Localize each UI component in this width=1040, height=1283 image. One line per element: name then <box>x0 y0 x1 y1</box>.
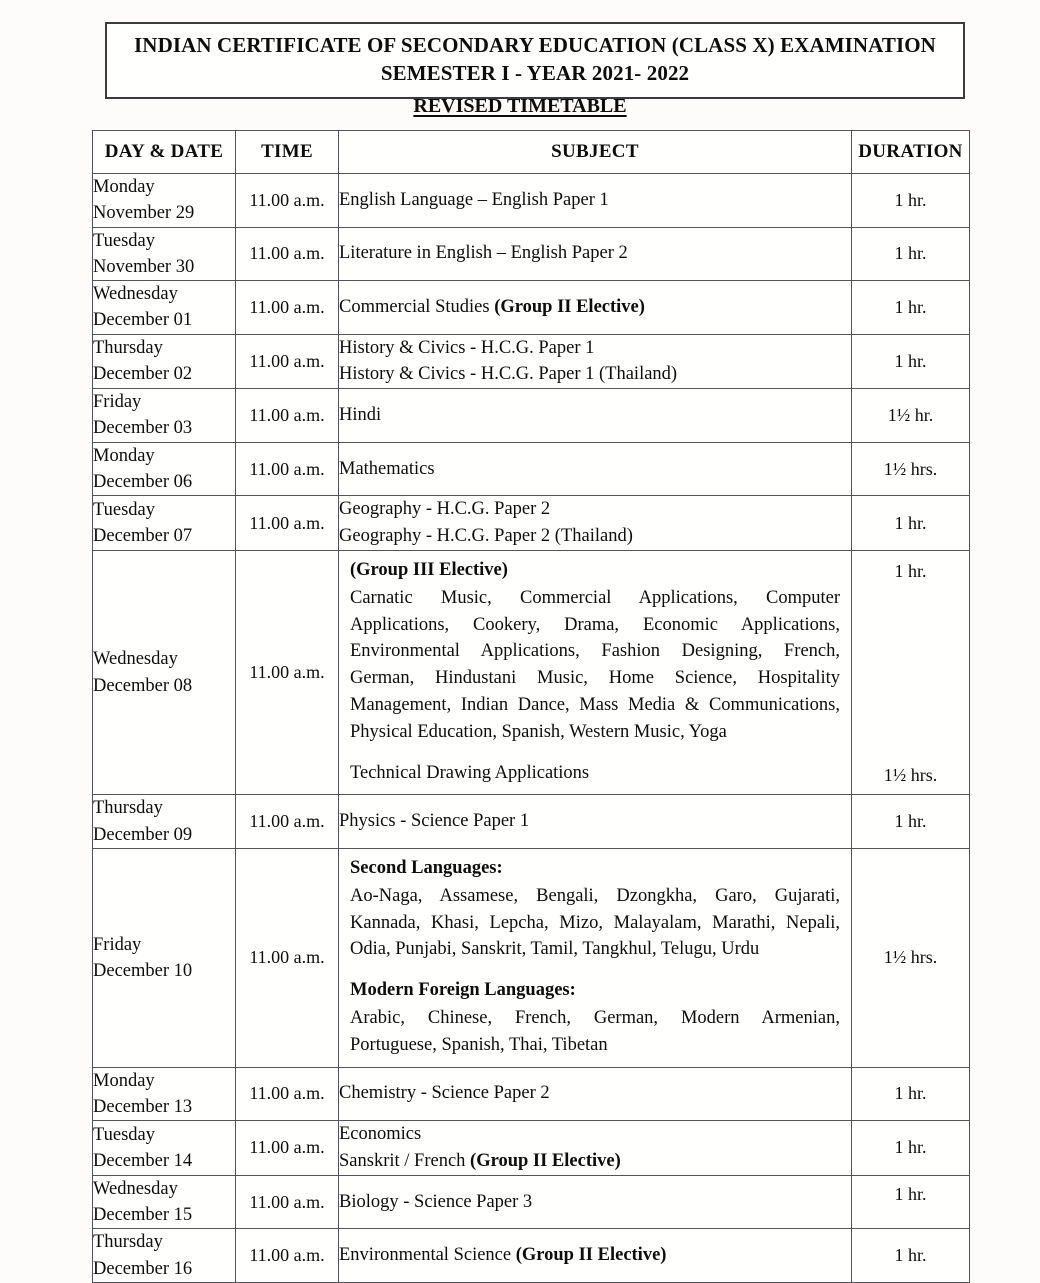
table-row <box>93 442 970 496</box>
subject-text: Geography - H.C.G. Paper 2 <box>339 499 551 520</box>
date-value: November 30 <box>93 256 195 277</box>
cell-duration: 1 hr. <box>852 496 970 551</box>
column-header-subject: SUBJECT <box>339 131 852 174</box>
cell-time: 11.00 a.m. <box>236 281 339 335</box>
date-value: December 01 <box>93 310 193 331</box>
cell-day-date <box>93 227 236 281</box>
subject-text: Hindi <box>339 405 382 426</box>
cell-duration <box>852 550 970 795</box>
date-value: December 07 <box>93 526 193 547</box>
cell-subject <box>339 1229 852 1283</box>
cell-duration: 1½ hrs. <box>852 442 970 496</box>
date-value: December 09 <box>93 824 193 845</box>
day-name: Monday <box>93 1070 155 1091</box>
second-languages-heading: Second Languages: <box>350 857 503 878</box>
subject-text-alt: History & Civics - H.C.G. Paper 1 (Thailand) <box>339 364 678 385</box>
exam-title-box <box>105 22 965 99</box>
foreign-languages-list: Arabic, Chinese, French, German, Modern Armenian, Portuguese, Spanish, Thai, Tibetan <box>350 1008 840 1055</box>
subject-text: Economics <box>339 1124 422 1145</box>
cell-time: 11.00 a.m. <box>236 795 339 849</box>
cell-subject <box>339 848 852 1067</box>
cell-day-date <box>93 334 236 389</box>
cell-time: 11.00 a.m. <box>236 496 339 551</box>
cell-duration: 1 hr. <box>852 334 970 389</box>
day-name: Monday <box>93 177 155 197</box>
duration-primary: 1 hr. <box>894 560 927 581</box>
subject-text: Chemistry - Science Paper 2 <box>339 1083 550 1104</box>
subject-text-alt <box>339 1148 851 1175</box>
cell-time: 11.00 a.m. <box>236 174 339 228</box>
cell-day-date <box>93 281 236 335</box>
table-row <box>93 334 970 389</box>
date-value: December 16 <box>93 1258 193 1279</box>
day-name: Thursday <box>93 338 163 359</box>
cell-duration: 1 hr. <box>852 795 970 849</box>
cell-duration: 1 hr. <box>852 281 970 335</box>
date-value: December 02 <box>93 364 193 385</box>
cell-day-date <box>93 1229 236 1283</box>
subject-text: Physics - Science Paper 1 <box>339 811 530 832</box>
cell-duration: 1½ hr. <box>852 389 970 443</box>
table-header-row <box>93 131 970 174</box>
cell-subject <box>339 442 852 496</box>
table-row <box>93 1121 970 1176</box>
cell-subject <box>339 389 852 443</box>
day-name: Wednesday <box>93 1178 178 1199</box>
cell-time: 11.00 a.m. <box>236 550 339 795</box>
subject-text: English Language – English Paper 1 <box>339 189 609 210</box>
date-value: December 10 <box>93 960 193 981</box>
cell-day-date <box>93 174 236 228</box>
elective-tag: (Group II Elective) <box>515 1245 667 1266</box>
exam-title-line-2: SEMESTER I - YEAR 2021- 2022 <box>380 60 690 85</box>
table-row <box>93 1229 970 1283</box>
table-row-languages <box>93 848 970 1067</box>
subject-text: Environmental Science <box>339 1245 516 1266</box>
cell-day-date <box>93 1175 236 1229</box>
table-row <box>93 174 970 228</box>
cell-time: 11.00 a.m. <box>236 227 339 281</box>
table-row <box>93 496 970 551</box>
column-header-duration: DURATION <box>852 131 970 174</box>
cell-subject <box>339 496 852 551</box>
timetable <box>92 130 970 1283</box>
date-value: December 15 <box>93 1205 193 1226</box>
table-row <box>93 1175 970 1229</box>
cell-subject <box>339 795 852 849</box>
subject-text: Mathematics <box>339 458 435 479</box>
cell-time: 11.00 a.m. <box>236 1229 339 1283</box>
date-value: December 06 <box>93 472 193 493</box>
cell-subject <box>339 1121 852 1176</box>
cell-time: 11.00 a.m. <box>236 389 339 443</box>
cell-subject <box>339 550 852 795</box>
table-row <box>93 389 970 443</box>
elective-tag: (Group II Elective) <box>494 296 645 317</box>
cell-time: 11.00 a.m. <box>236 1175 339 1229</box>
cell-day-date <box>93 1067 236 1121</box>
day-name: Friday <box>93 934 142 955</box>
cell-duration: 1 hr. <box>852 1067 970 1121</box>
day-name: Thursday <box>93 1232 163 1253</box>
cell-duration: 1 hr. <box>852 174 970 228</box>
day-name: Friday <box>93 392 142 413</box>
subject-text: Biology - Science Paper 3 <box>339 1191 533 1212</box>
cell-duration: 1 hr. <box>852 227 970 281</box>
cell-time: 11.00 a.m. <box>236 442 339 496</box>
cell-subject <box>339 1175 852 1229</box>
date-value: December 14 <box>93 1150 193 1171</box>
table-row-group-three-elective <box>93 550 970 795</box>
date-value: November 29 <box>93 203 195 224</box>
cell-duration: 1 hr. <box>852 1229 970 1283</box>
subject-text: Commercial Studies <box>339 296 495 317</box>
cell-day-date <box>93 1121 236 1176</box>
timetable-container <box>92 130 969 1283</box>
cell-day-date <box>93 496 236 551</box>
foreign-languages-heading: Modern Foreign Languages: <box>350 980 576 1001</box>
day-name: Wednesday <box>93 284 178 305</box>
date-value: December 03 <box>93 418 193 439</box>
cell-day-date <box>93 550 236 795</box>
group-three-heading: (Group III Elective) <box>350 559 508 580</box>
cell-subject <box>339 334 852 389</box>
subject-text-alt: Geography - H.C.G. Paper 2 (Thailand) <box>339 526 633 547</box>
day-name: Tuesday <box>93 499 156 520</box>
cell-duration: 1½ hrs. <box>852 848 970 1067</box>
table-row <box>93 795 970 849</box>
subject-text-alt-plain: Sanskrit / French <box>339 1150 471 1171</box>
day-name: Thursday <box>93 798 163 819</box>
day-name: Tuesday <box>93 230 156 251</box>
table-row <box>93 227 970 281</box>
subject-text: History & Civics - H.C.G. Paper 1 <box>339 337 595 358</box>
cell-duration: 1 hr. <box>852 1121 970 1176</box>
date-value: December 13 <box>93 1096 193 1117</box>
column-header-time: TIME <box>236 131 339 174</box>
cell-subject <box>339 174 852 228</box>
cell-day-date <box>93 795 236 849</box>
cell-time: 11.00 a.m. <box>236 1067 339 1121</box>
day-name: Tuesday <box>93 1124 156 1145</box>
exam-title-line-1: INDIAN CERTIFICATE OF SECONDARY EDUCATION (CLASS X) EXAMINATION <box>134 33 936 57</box>
cell-time: 11.00 a.m. <box>236 334 339 389</box>
cell-subject <box>339 281 852 335</box>
table-row <box>93 281 970 335</box>
cell-duration: 1 hr. <box>852 1175 970 1229</box>
day-name: Monday <box>93 445 155 466</box>
subject-text: Literature in English – English Paper 2 <box>339 243 628 264</box>
cell-day-date <box>93 442 236 496</box>
page-subtitle: REVISED TIMETABLE <box>413 95 627 117</box>
cell-subject <box>339 1067 852 1121</box>
cell-day-date <box>93 848 236 1067</box>
column-header-day-date: DAY & DATE <box>93 131 236 174</box>
group-three-subject-list: Carnatic Music, Commercial Applications, Computer Applications, Cookery, Drama, Economic Applications, Environmental Applications, Fashion Designing, French, German, Hindustani Music, Home Science, Hospitality Management, Indian Dance, Mass Media & Communications, Physical Education, Spanish, Western Music, Yoga <box>350 587 840 742</box>
duration-secondary: 1½ hrs. <box>883 765 938 786</box>
table-row <box>93 1067 970 1121</box>
day-name: Wednesday <box>93 649 178 670</box>
cell-day-date <box>93 389 236 443</box>
cell-time: 11.00 a.m. <box>236 1121 339 1176</box>
date-value: December 08 <box>93 675 193 696</box>
cell-subject <box>339 227 852 281</box>
second-languages-list: Ao-Naga, Assamese, Bengali, Dzongkha, Garo, Gujarati, Kannada, Khasi, Lepcha, Mizo, Malayalam, Marathi, Nepali, Odia, Punjabi, Sanskrit, Tamil, Tangkhul, Telugu, Urdu <box>350 885 840 960</box>
elective-tag: (Group II Elective) <box>470 1150 621 1171</box>
cell-time: 11.00 a.m. <box>236 848 339 1067</box>
technical-drawing-subject: Technical Drawing Applications <box>350 762 590 783</box>
